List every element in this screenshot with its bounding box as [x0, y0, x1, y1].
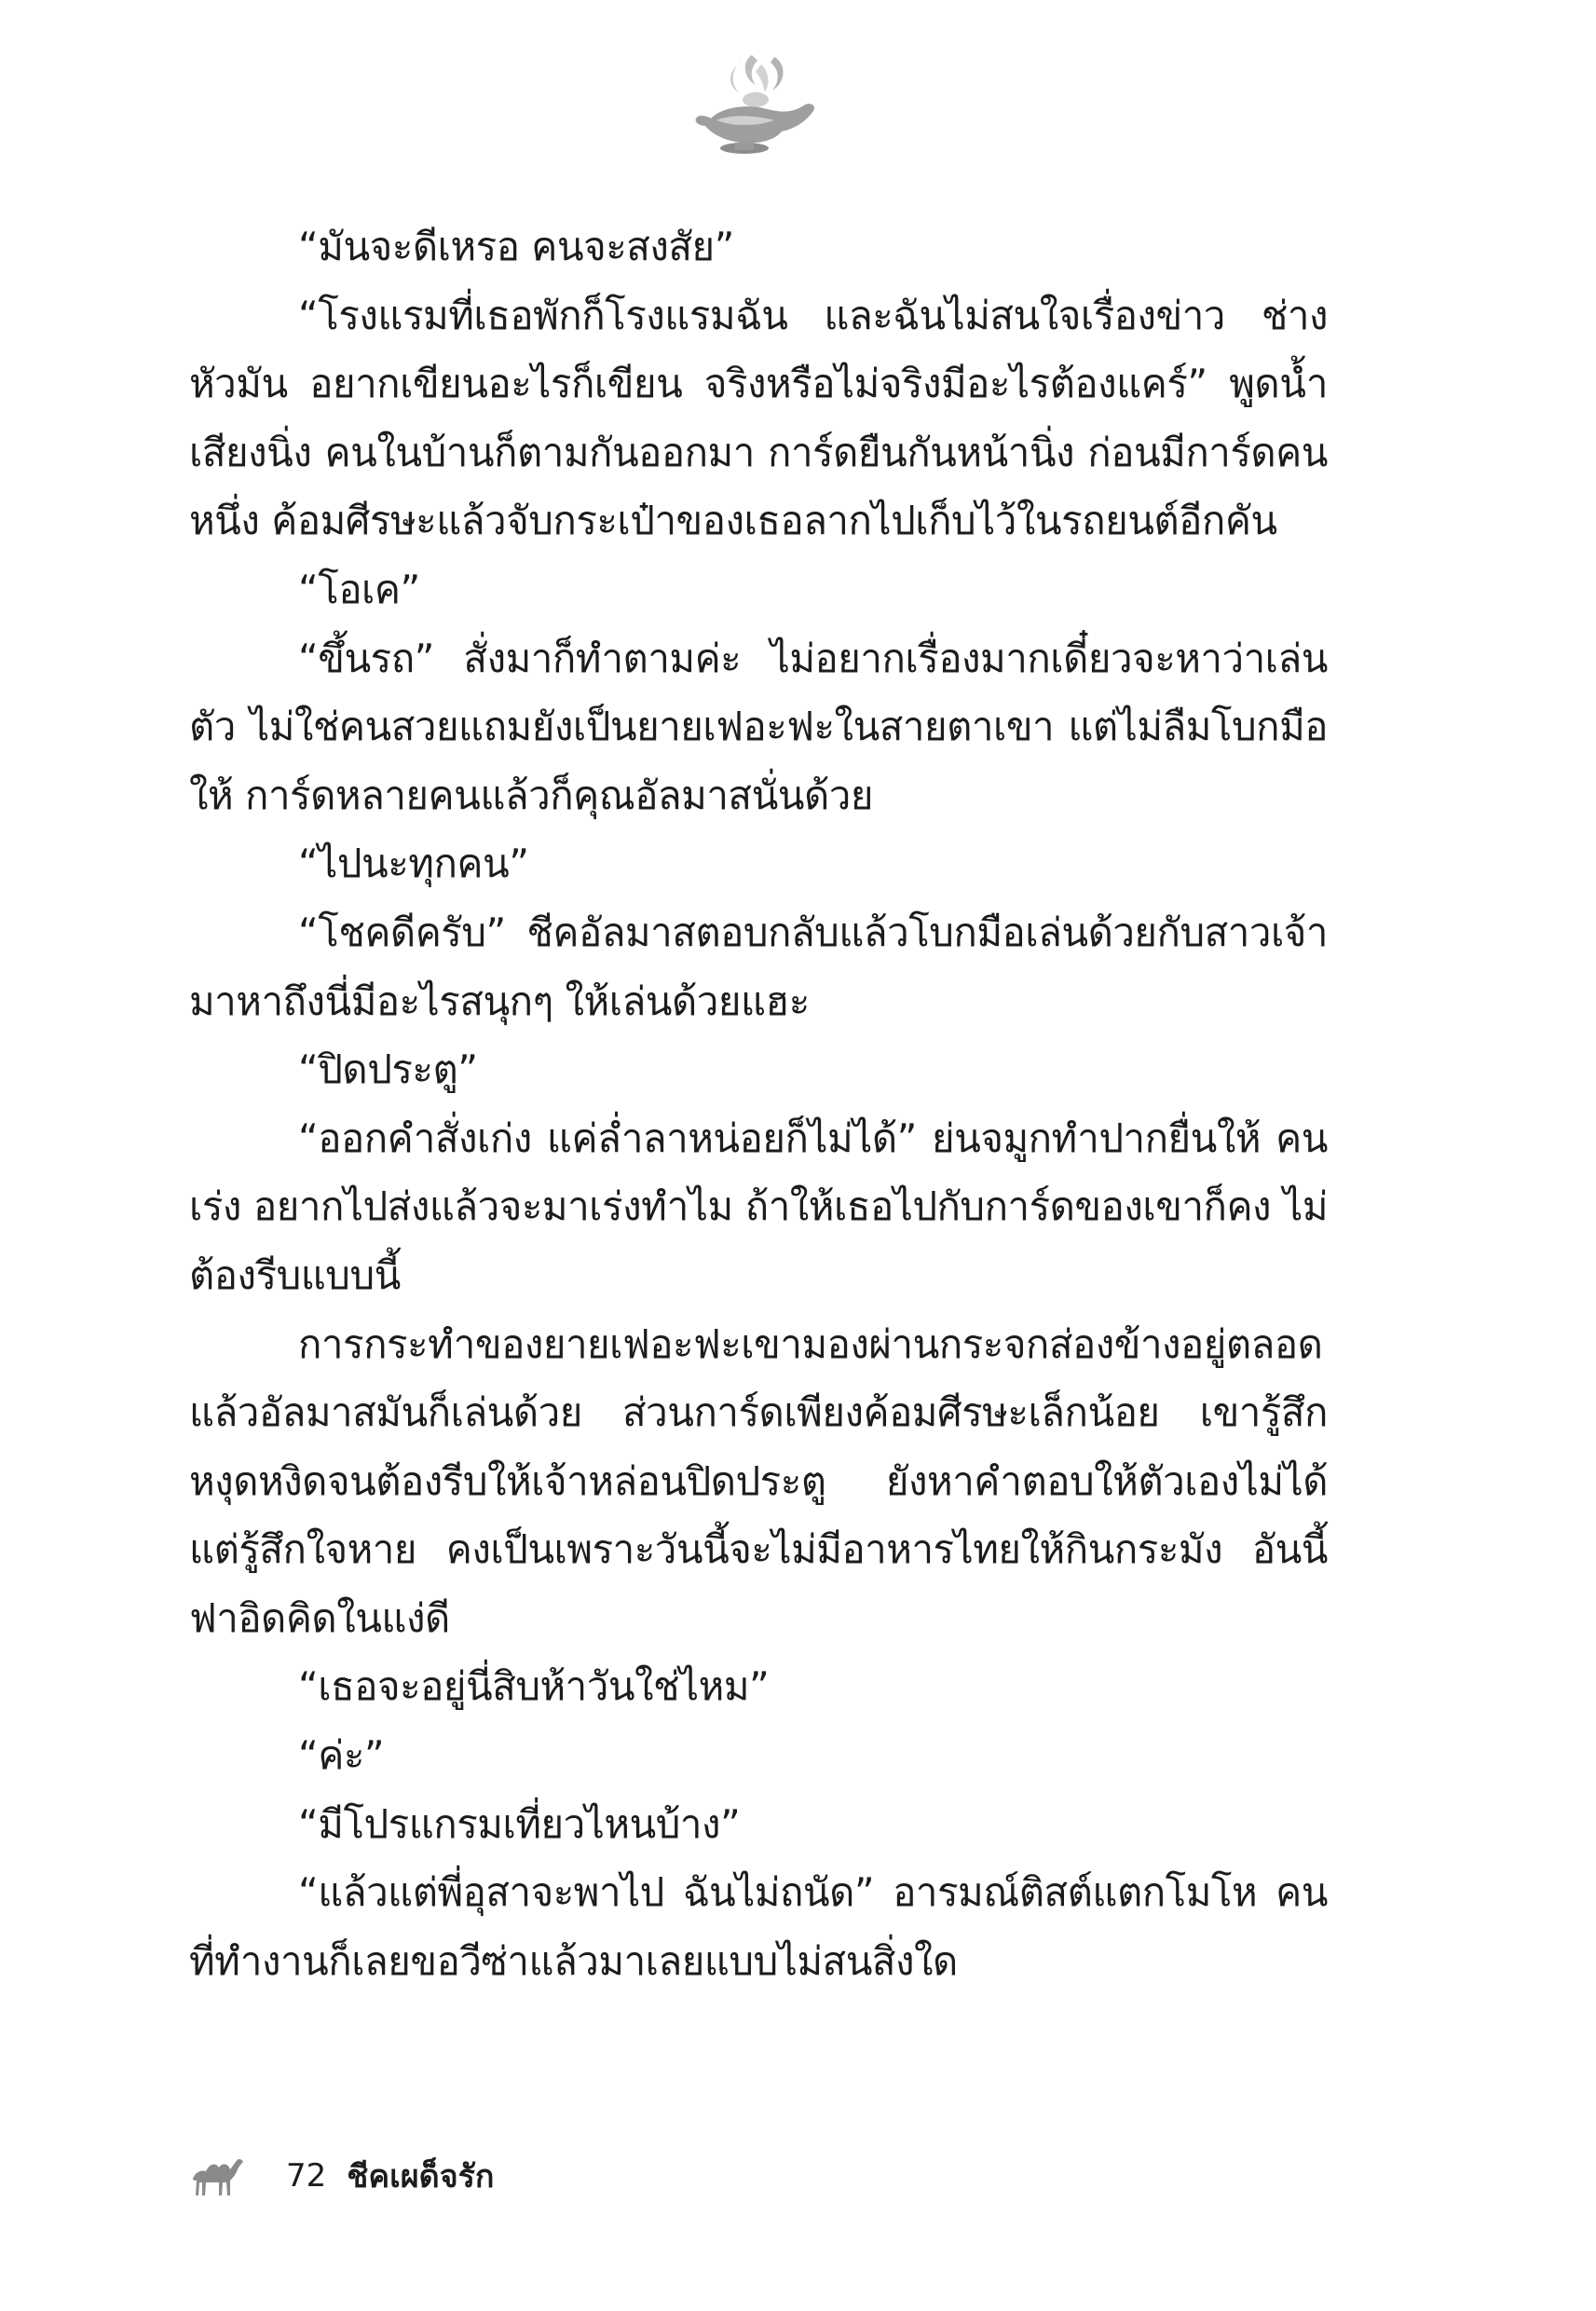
paragraph: “ค่ะ”	[298, 1732, 385, 1779]
paragraph: “เธอจะอยู่นี่สิบห้าวันใช่ไหม”	[298, 1663, 770, 1710]
paragraph: “แล้วแต่พี่อุสาจะพาไป ฉันไม่ถนัด” อารมณ์ติสต์แตกโมโห คนที่ทำงานก็เลยขอวีซ่าแล้วมาเลยแบบไม่สนสิ่งใด	[189, 1869, 1328, 1984]
paragraph: “ออกคำสั่งเก่ง แค่ล่ำลาหน่อยก็ไม่ได้” ย่นจมูกทำปากยื่นให้ คนเร่ง อยากไปส่งแล้วจะมาเร่งทำไม ถ้าให้เธอไปกับการ์ดของเขาก็คง ไม่ต้องรีบแบบนี้	[189, 1114, 1328, 1298]
paragraph: “โอเค”	[298, 566, 420, 612]
page-footer	[189, 2148, 494, 2204]
page-number: 72	[286, 2157, 327, 2195]
paragraph: “มันจะดีเหรอ คนจะสงสัย”	[298, 224, 734, 269]
body-text	[189, 212, 1328, 1995]
paragraph: “มีโปรแกรมเที่ยวไหนบ้าง”	[298, 1800, 741, 1847]
genie-lamp-icon	[685, 51, 825, 168]
paragraph: “ปิดประตู”	[298, 1046, 478, 1093]
book-title: ชีคเผด็จรัก	[347, 2158, 495, 2195]
camel-icon	[189, 2153, 247, 2199]
paragraph: การกระทำของยายเฟอะฟะเขามองผ่านกระจกส่องข้างอยู่ตลอด แล้วอัลมาสมันก็เล่นด้วย ส่วนการ์ดเพียงค้อมศีรษะเล็กน้อย เขารู้สึก หงุดหงิดจนต้องรีบให้เจ้าหล่อนปิดประตู ยังหาคำตอบให้ตัวเองไม่ได้ แต่รู้สึกใจหาย คงเป็นเพราะวันนี้จะไม่มีอาหารไทยให้กินกระมัง อันนี้ ฟาอิดคิดในแง่ดี	[189, 1320, 1328, 1641]
paragraph: “โรงแรมที่เธอพักก็โรงแรมฉัน และฉันไม่สนใจเรื่องข่าว ช่างหัวมัน อยากเขียนอะไรก็เขียน จริงหรือไม่จริงมีอะไรต้องแคร์” พูดน้ำเสียงนิ่ง คนในบ้านก็ตามกันออกมา การ์ดยืนกันหน้านิ่ง ก่อนมีการ์ดคนหนึ่ง ค้อมศีรษะแล้วจับกระเป๋าของเธอลากไปเก็บไว้ในรถยนต์อีกคัน	[189, 292, 1328, 544]
paragraph: “ขึ้นรถ” สั่งมาก็ทำตามค่ะ ไม่อยากเรื่องมากเดี๋ยวจะหาว่าเล่นตัว ไม่ใช่คนสวยแถมยังเป็นยายเฟอะฟะในสายตาเขา แต่ไม่ลืมโบกมือให้ การ์ดหลายคนแล้วก็คุณอัลมาสนั่นด้วย	[189, 635, 1328, 818]
paragraph: “โชคดีครับ” ชีคอัลมาสตอบกลับแล้วโบกมือเล่นด้วยกับสาวเจ้า มาหาถึงนี่มีอะไรสนุกๆ ให้เล่นด้วยแฮะ	[189, 909, 1328, 1024]
paragraph: “ไปนะทุกคน”	[298, 841, 529, 887]
